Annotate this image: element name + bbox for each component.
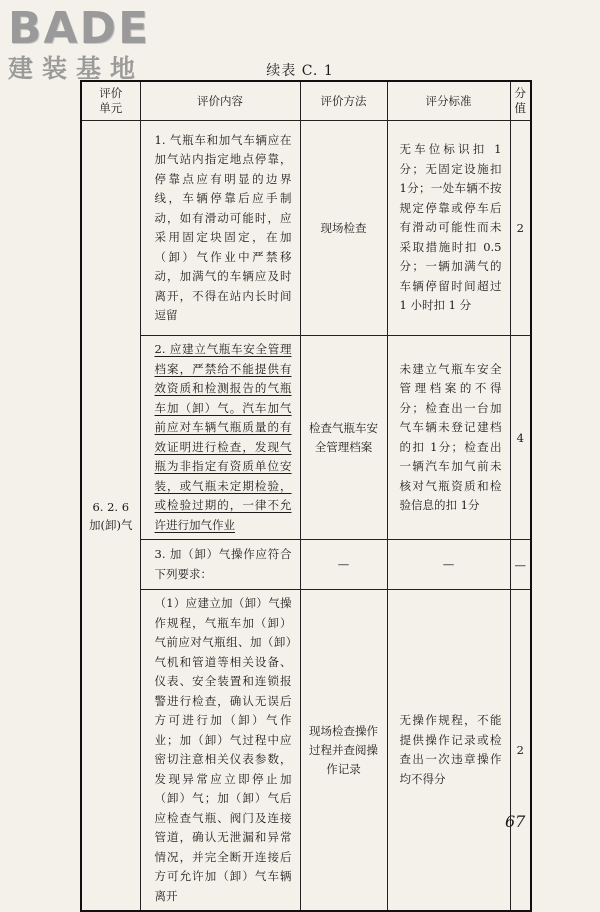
standard-cell: 无车位标识扣 1分；无固定设施扣 1分；一处车辆不按规定停靠或停车后有滑动可能性而未采取措施时扣 0.5 分；一辆加满气的车辆停留时间超过 1 小时扣 1 分 bbox=[387, 121, 510, 336]
header-score: 分值 bbox=[510, 81, 531, 121]
page-number: 67 bbox=[505, 812, 526, 831]
table-row bbox=[81, 540, 531, 590]
content-cell bbox=[140, 336, 300, 540]
score-cell: 2 bbox=[510, 121, 531, 336]
standard-cell: 未建立气瓶车安全管理档案的不得分；检查出一台加气车辆未登记建档的扣 1分；检查出一辆汽车加气前未核对气瓶资质和检验信息的扣 1分 bbox=[387, 336, 510, 540]
header-method: 评价方法 bbox=[300, 81, 387, 121]
method-cell: 现场检查操作过程并查阅操作记录 bbox=[300, 590, 387, 912]
header-unit: 评价单元 bbox=[81, 81, 140, 121]
logo-sub-text: 建装基地 bbox=[8, 54, 145, 83]
unit-name: 加(卸)气 bbox=[89, 517, 133, 532]
method-cell: 现场检查 bbox=[300, 121, 387, 336]
standard-cell: — bbox=[387, 540, 510, 590]
unit-code: 6. 2. 6 bbox=[92, 499, 130, 514]
standard-cell: 无操作规程，不能提供操作记录或检查出一次违章操作均不得分 bbox=[387, 590, 510, 912]
unit-cell bbox=[81, 121, 140, 912]
header-row bbox=[81, 81, 531, 121]
score-cell: — bbox=[510, 540, 531, 590]
table-row bbox=[81, 590, 531, 912]
score-cell: 2 bbox=[510, 590, 531, 912]
header-standard: 评分标准 bbox=[387, 81, 510, 121]
score-cell: 4 bbox=[510, 336, 531, 540]
table-row bbox=[81, 336, 531, 540]
header-content: 评价内容 bbox=[140, 81, 300, 121]
method-cell: — bbox=[300, 540, 387, 590]
evaluation-table bbox=[80, 80, 532, 912]
logo-main-text: BADE bbox=[8, 3, 151, 54]
table-caption: 续表 C. 1 bbox=[266, 63, 334, 79]
content-cell: 1. 气瓶车和加气车辆应在加气站内指定地点停靠，停靠点应有明显的边界线，车辆停靠后应手制动，如有滑动可能时，应采用固定块固定，在加（卸）气作业中严禁移动，加满气的车辆应及时离开，不得在站内长时间逗留 bbox=[140, 121, 300, 336]
table-row bbox=[81, 121, 531, 336]
content-cell: 3. 加（卸）气操作应符合下列要求： bbox=[140, 540, 300, 590]
content-cell: （1）应建立加（卸）气操作规程，气瓶车加（卸）气前应对气瓶组、加（卸）气机和管道等相关设备、仪表、安全装置和连锁报警进行检查，确认无误后方可进行加（卸）气作业；加（卸）气过程中应密切注意相关仪表参数，发现异常应立即停止加（卸）气；加（卸）气后应检查气瓶、阀门及连接管道，确认无泄漏和异常情况，并完全断开连接后方可允许加（卸）气车辆离开 bbox=[140, 590, 300, 912]
method-cell: 检查气瓶车安全管理档案 bbox=[300, 336, 387, 540]
content-text: 2. 应建立气瓶车安全管理档案，严禁给不能提供有效资质和检测报告的气瓶车加（卸）气。汽车加气前应对车辆气瓶质量的有效证明进行检查，发现气瓶为非指定有资质单位安装，或气瓶未定期检验，或检验过期的，一律不允许进行加气作业 bbox=[154, 342, 292, 532]
